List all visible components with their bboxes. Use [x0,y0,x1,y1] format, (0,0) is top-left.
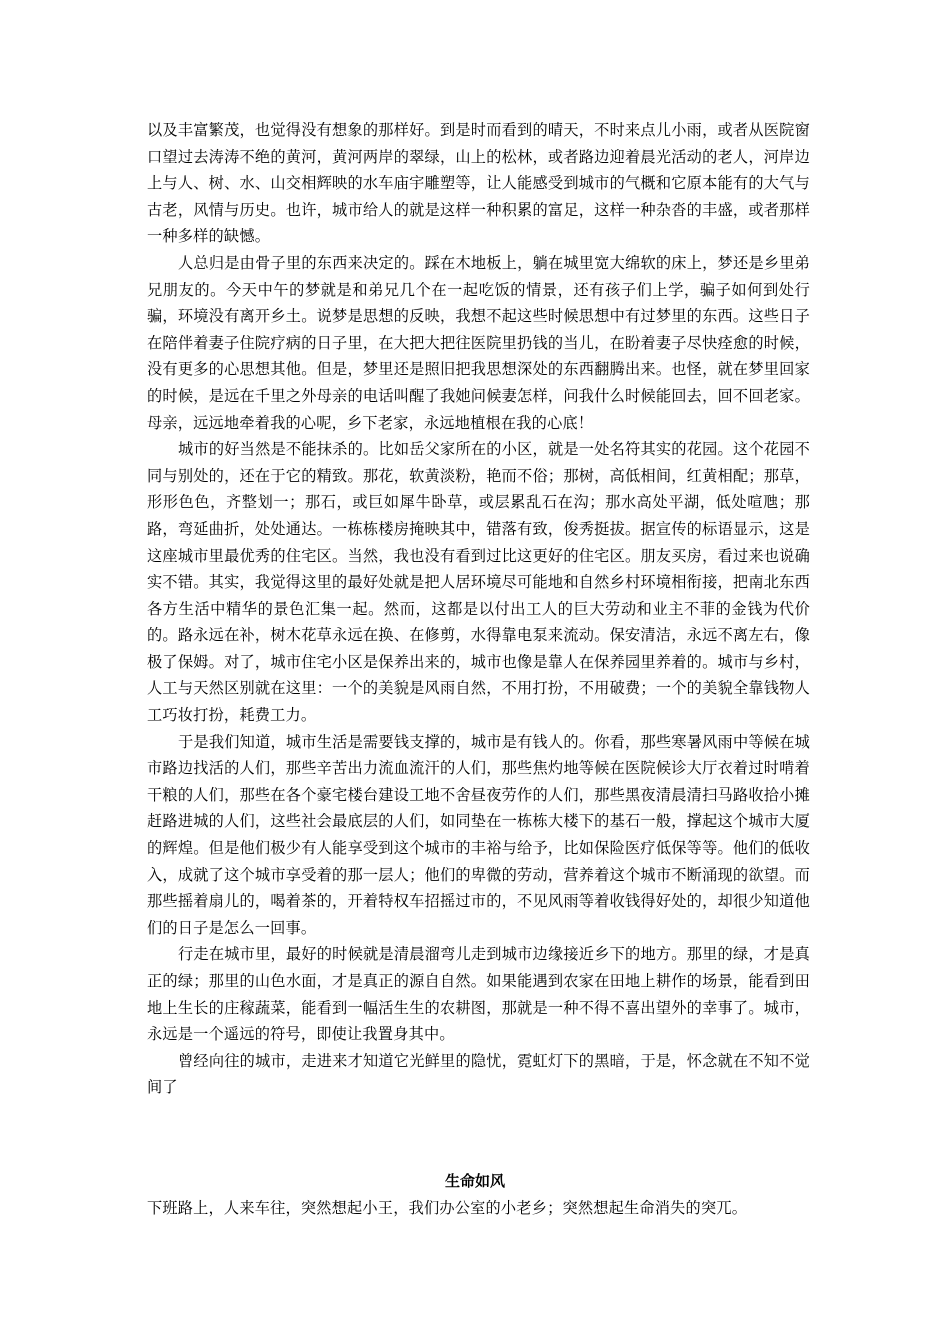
section-first-line: 下班路上，人来车往，突然想起小王，我们办公室的小老乡；突然想起生命消失的突兀。 [147,1199,748,1217]
essay-paragraph: 于是我们知道，城市生活是需要钱支撑的，城市是有钱人的。你看，那些寒暑风雨中等候在城市路边找活的人们，那些辛苦出力流血流汗的人们，那些焦灼地等候在医院候诊大厅衣着过时啃着干粮的人们，那些在各个豪宅楼台建设工地不舍昼夜劳作的人们，那些黑夜清晨清扫马路收拾小摊赶路进城的人们，这些社会最底层的人们，如同垫在一栋栋大楼下的基石一般，撑起这个城市大厦的辉煌。但是他们极少有人能享受到这个城市的丰裕与给予，比如保险医疗低保等等。他们的低收入，成就了这个城市享受着的那一层人；他们的卑微的劳动，营养着这个城市不断涌现的欲望。而那些摇着扇儿的，喝着茶的，开着特权车招摇过市的，不见风雨等着收钱得好处的，却很少知道他们的日子是怎么一回事。 [147,732,810,937]
essay-paragraph: 城市的好当然是不能抹杀的。比如岳父家所在的小区，就是一处名符其实的花园。这个花园不同与别处的，还在于它的精致。那花，软黄淡粉，艳而不俗；那树，高低相间，红黄相配；那草，形形色色，齐整划一；那石，或巨如犀牛卧草，或层累乱石在沟；那水高处平湖，低处喧虺；那路，弯延曲折，处处通达。一栋栋楼房掩映其中，错落有致，俊秀挺拔。据宣传的标语显示，这是这座城市里最优秀的住宅区。当然，我也没有看到过比这更好的住宅区。朋友买房，看过来也说确实不错。其实，我觉得这里的最好处就是把人居环境尽可能地和自然乡村环境相衔接，把南北东西各方生活中精华的景色汇集一起。然而，这都是以付出工人的巨大劳动和业主不菲的金钱为代价的。路永远在补，树木花草永远在换、在修剪，水得靠电泵来流动。保安清洁，永远不离左右，像极了保姆。对了，城市住宅小区是保养出来的，城市也像是靠人在保养园里养着的。城市与乡村，人工与天然区别就在这里：一个的美貌是风雨自然，不用打扮，不用破费；一个的美貌全靠钱物人工巧妆打扮，耗费工力。 [147,440,810,725]
essay-paragraph: 人总归是由骨子里的东西来决定的。踩在木地板上，躺在城里宽大绵软的床上，梦还是乡里弟兄朋友的。今天中午的梦就是和弟兄几个在一起吃饭的情景，还有孩子们上学，骗子如何到处行骗，环境没有离开乡土。说梦是思想的反映，我想不起这些时候思想中有过梦里的东西。这些日子在陪伴着妻子住院疗病的日子里，在大把大把往医院里扔钱的当儿，在盼着妻子尽快痊愈的时候，没有更多的心思想其他。但是，梦里还是照旧把我思想深处的东西翻腾出来。也怪，就在梦里回家的时候，是远在千里之外母亲的电话叫醒了我她问候妻怎样，问我什么时候能回去，回不回老家。母亲，远远地牵着我的心呢，乡下老家，永远地植根在我的心底！ [147,253,810,432]
essay-body [147,117,810,1101]
essay-paragraph: 行走在城市里，最好的时候就是清晨溜弯儿走到城市边缘接近乡下的地方。那里的绿，才是真正的绿；那里的山色水面，才是真正的源自自然。如果能遇到农家在田地上耕作的场景，能看到田地上生长的庄稼蔬菜，能看到一幅活生生的农耕图，那就是一种不得不喜出望外的幸事了。城市，永远是一个遥远的符号，即使让我置身其中。 [147,945,810,1044]
section-title: 生命如风 [444,1172,505,1190]
essay-paragraph: 曾经向往的城市，走进来才知道它光鲜里的隐忧，霓虹灯下的黑暗，于是，怀念就在不知不觉间了 [147,1051,810,1097]
essay-paragraph-continued: 以及丰富繁茂，也觉得没有想象的那样好。到是时而看到的晴天，不时来点儿小雨，或者从医院窗口望过去涛涛不绝的黄河，黄河两岸的翠绿，山上的松林，或者路边迎着晨光活动的老人，河岸边上与人、树、水、山交相辉映的水车庙宇雕塑等，让人能感受到城市的气概和它原本能有的大气与古老，风情与历史。也许，城市给人的就是这样一种积累的富足，这样一种杂沓的丰盛，或者那样一种多样的缺憾。 [147,121,810,246]
